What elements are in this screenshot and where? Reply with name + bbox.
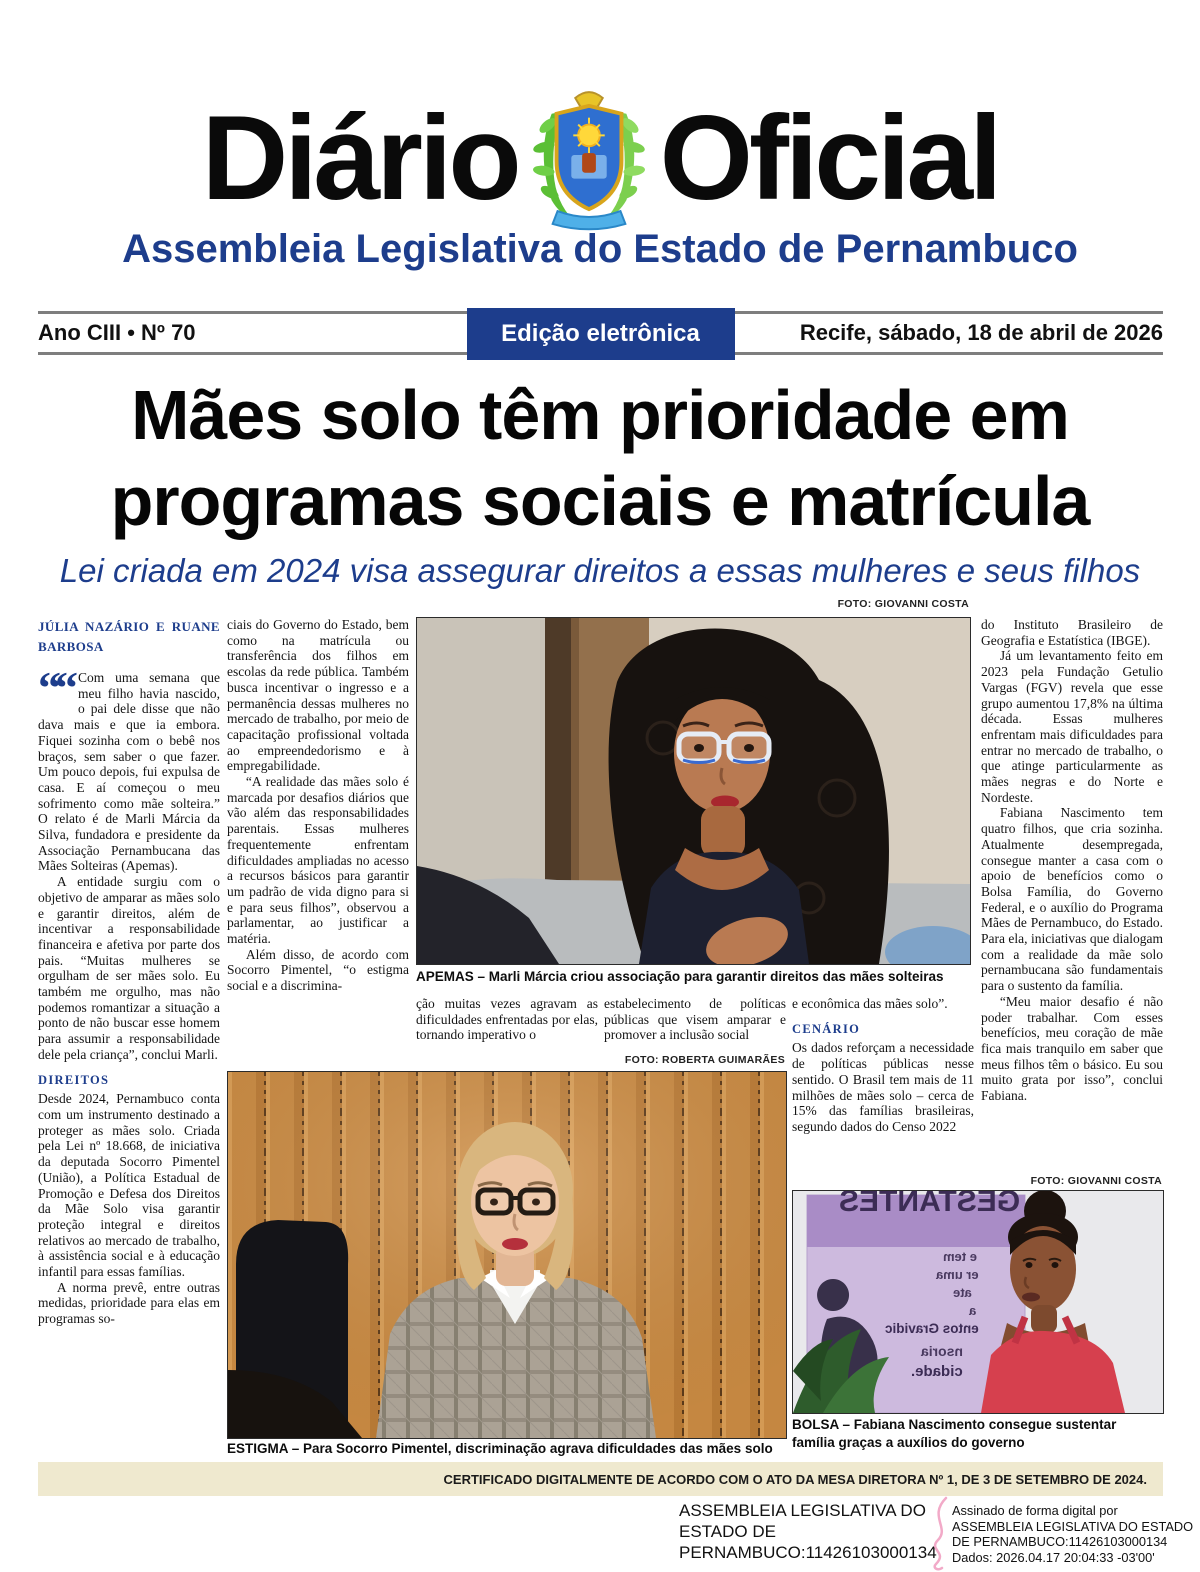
signer-name-block (679, 1500, 937, 1563)
signature-details-block (952, 1503, 1194, 1565)
signer-line: ASSEMBLEIA LEGISLATIVA DO (679, 1501, 926, 1520)
photo2-credit: FOTO: ROBERTA GUIMARÃES (624, 1054, 785, 1066)
subheadline: Lei criada em 2024 visa assegurar direitos a essas mulheres e seus filhos (59, 552, 1141, 589)
photo-bolsa (792, 1190, 1164, 1414)
banner-mirrored-line: ate (953, 1285, 972, 1300)
paragraph: “A realidade das mães solo é marcada por desafios diários que vão além das responsabilidades parentais. Essas mulheres frequentemente enfrentam dificuldades ampliadas no acesso a recursos básicos para garantir um padrão de vida digno para si e para seus filhos”, observou a parlamentar, ao justificar a matéria. (227, 774, 409, 947)
photo-bolsa-illustration (793, 1191, 1163, 1413)
photo1-caption: APEMAS – Marli Márcia criou associação para garantir direitos das mães solteiras (416, 969, 944, 984)
digital-certificate-strip (38, 1462, 1163, 1496)
crest-center (582, 153, 596, 173)
pernambuco-coat-of-arms-icon (530, 84, 648, 232)
paragraph: Desde 2024, Pernambuco conta com um instrumento destinado a proteger as mães solo. Criada pela Lei nº 18.668, de iniciativa da deputada Socorro Pimentel (União), a Política Estadual de Promoção e Defesa dos Direitos da Mãe Solo visa garantir proteção integral e direitos relativos ao mercado de trabalho, à assistência social e à educação infantil para essas famílias. (38, 1091, 220, 1280)
column-2 (227, 617, 409, 1067)
masthead-title-right: Oficial (659, 91, 999, 225)
lips (1022, 1293, 1040, 1302)
column-1 (38, 617, 220, 1459)
paragraph (38, 662, 220, 874)
banner-mirrored-line: a (969, 1303, 977, 1318)
edition-number: Ano CIII • Nº 70 (38, 320, 196, 345)
paragraph: ção muitas vezes agravam as dificuldades enfrentadas por elas, tornando imperativo o (416, 996, 598, 1043)
signature-detail-line: DE PERNAMBUCO:11426103000134 (952, 1534, 1168, 1550)
signer-line: PERNAMBUCO:11426103000134 (679, 1543, 937, 1562)
photo3-credit: FOTO: GIOVANNI COSTA (1030, 1175, 1162, 1187)
neck (701, 806, 745, 858)
paragraph: A norma prevê, entre outras medidas, prioridade para elas em programas so- (38, 1279, 220, 1327)
paragraph: Fabiana Nascimento tem quatro filhos, que cria sozinha. Atualmente desempregada, consegue manter a casa com o apoio de benefícios como o Bolsa Família, do Governo Federal, e o auxílio do Programa Mães de Pernambuco, do Estado. Para ela, iniciativas que dialogam com a realidade da mãe solo pernambucana são fundamentais para o sustento da família. (981, 805, 1163, 994)
photo-apemas-illustration (417, 618, 970, 964)
signature-detail-line: Dados: 2026.04.17 20:04:33 -03'00' (952, 1549, 1155, 1565)
headline-line-1: Mães solo têm prioridade em (131, 376, 1069, 454)
date-place: Recife, sábado, 18 de abril de 2026 (799, 320, 1163, 345)
photo-estigma-illustration (228, 1072, 786, 1438)
paragraph: Os dados reforçam a necessidade de políticas públicas nesse sentido. O Brasil tem mais de 11 milhões de mães solo – cerca de 15% das famílias brasileiras, segundo dados do Censo 2022 (792, 1040, 974, 1134)
masthead-title-left: Diário (201, 91, 518, 225)
banner-mirrored-line: cidade. (911, 1363, 963, 1380)
paragraph: ciais do Governo do Estado, bem como na matrícula ou transferência dos filhos em escolas da rede pública. Também busca incentivar o ingresso e a permanência dessas mulheres no mercado de trabalho, por meio de capacitação profissional voltada ao empreendedorismo e à empregabilidade. (227, 617, 409, 774)
banner-mirrored-line: er uma (936, 1267, 979, 1282)
signature-detail-line: Assinado de forma digital por (952, 1503, 1118, 1518)
banner-mirrored-title: GESTANTES (839, 1190, 1021, 1218)
drop-quote: ““ (38, 662, 72, 713)
photo1-credit: FOTO: GIOVANNI COSTA (837, 598, 969, 610)
banner-mirrored-line: nsoria (921, 1343, 964, 1359)
banner-mirrored-line: e tem (943, 1249, 977, 1264)
photo-apemas (416, 617, 971, 965)
signature-detail-line: ASSEMBLEIA LEGISLATIVA DO ESTADO (952, 1518, 1194, 1534)
photo3-caption: BOLSA – Fabiana Nascimento consegue sustentar família graças a auxílios do governo (792, 1417, 1117, 1451)
paragraph: A entidade surgiu com o objetivo de amparar as mães solo e garantir direitos, além de incentivar a responsabilidade financeira e afetiva por parte dos pais. “Muitas mulheres se orgulham de ser mães solo. Eu também me orgulho, mas não podemos romantizar a situação a ponto de não buscar esse homem para assumir a responsabilidade dele pela criança”, conclui Marli. (38, 874, 220, 1062)
date-bar (38, 311, 1163, 355)
column-6 (981, 617, 1163, 1169)
edition-type-badge: Edição eletrônica (467, 308, 735, 360)
main-headline (0, 372, 1200, 544)
paragraph-text: Com uma semana que meu filho havia nascido, o pai dele disse que não dava mais e que ia embora. Fiquei sozinha com o bebê nos braços, sem saber o que fazer. Um pouco depois, fui expulsa de casa. E aí começou o meu sofrimento como mãe solteira.” O relato é de Marli Márcia da Silva, fundadora e presidente da Associação Pernambucana das Mães Solteiras (Apemas). (38, 670, 220, 874)
paragraph: e econômica das mães solo”. (792, 996, 948, 1011)
signature-flourish-icon (924, 1494, 952, 1572)
section-heading-direitos: DIREITOS (38, 1072, 110, 1087)
paragraph: Já um levantamento feito em 2023 pela Fundação Getulio Vargas (FGV) revela que esse grupo aumentou 17,8% na última década. Essas mulheres enfrentam mais dificuldades para entrar no mercado de trabalho, o que atinge particularmente as mães negras e do Norte e Nordeste. (981, 648, 1163, 805)
photo2-caption: ESTIGMA – Para Socorro Pimentel, discriminação agrava dificuldades das mães solo (227, 1441, 773, 1456)
photo-estigma (227, 1071, 787, 1439)
signer-line: ESTADO DE (679, 1522, 776, 1541)
column-3 (416, 996, 598, 1062)
lips (502, 1238, 528, 1250)
paragraph: do Instituto Brasileiro de Geografia e Estatística (IBGE). (981, 617, 1163, 648)
headline-line-2: programas sociais e matrícula (110, 462, 1090, 540)
section-heading-cenario: CENÁRIO (792, 1021, 861, 1036)
column-5 (792, 996, 974, 1172)
banner-mirrored-line: entos Gravidic (885, 1321, 979, 1336)
paragraph: “Meu maior desafio é não poder trabalhar. Com esses benefícios, meu coração de mãe fica mais tranquilo em saber que meus filhos têm o básico. Eu sou muito grata por isso”, conclui Fabiana. (981, 993, 1163, 1104)
column-4 (604, 996, 786, 1062)
byline: JÚLIA NAZÁRIO E RUANE BARBOSA (38, 619, 220, 654)
organization-name: Assembleia Legislativa do Estado de Pernambuco (122, 227, 1078, 271)
paragraph: estabelecimento de políticas públicas que visem amparar e promover a inclusão social (604, 996, 786, 1043)
paragraph: Além disso, de acordo com Socorro Pimentel, “o estigma social e a discrimina- (227, 946, 409, 994)
masthead (0, 82, 1200, 234)
certificate-text: CERTIFICADO DIGITALMENTE DE ACORDO COM O ATO DA MESA DIRETORA Nº 1, DE 3 DE SETEMBRO DE 2024. (443, 1471, 1147, 1487)
neck (1031, 1305, 1057, 1333)
